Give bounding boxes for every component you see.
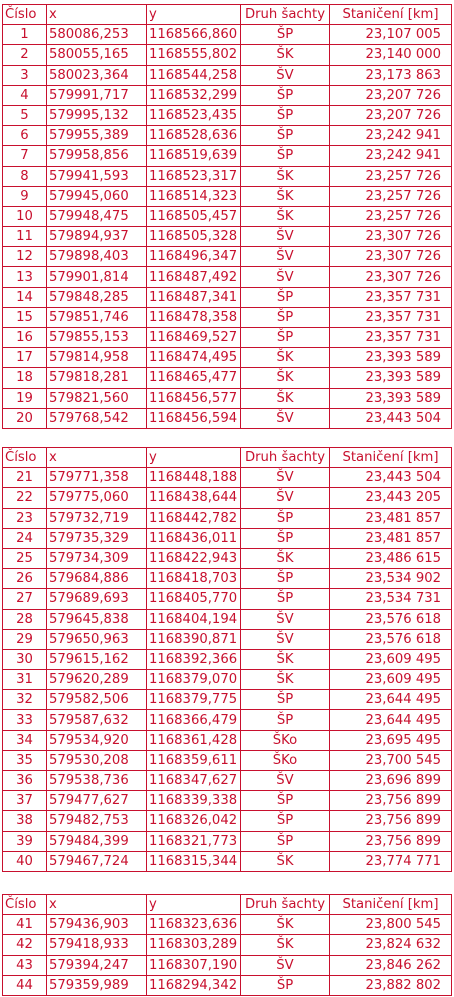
- table-body: [3, 25, 452, 429]
- cell-y: 1168555,802: [147, 45, 241, 65]
- table-row: [3, 287, 452, 307]
- cell-druh: ŠK: [241, 935, 330, 955]
- cell-x: 579735,329: [47, 528, 147, 548]
- header-staniceni: Staničení [km]: [330, 5, 452, 25]
- cell-x: 579582,506: [47, 690, 147, 710]
- cell-druh: ŠV: [241, 771, 330, 791]
- table-row: [3, 690, 452, 710]
- cell-cislo: 10: [3, 206, 47, 226]
- cell-y: 1168505,328: [147, 227, 241, 247]
- table-row: [3, 791, 452, 811]
- header-x: x: [47, 448, 147, 468]
- cell-x: 579482,753: [47, 811, 147, 831]
- cell-staniceni: 23,443 205: [330, 488, 452, 508]
- header-y: y: [147, 5, 241, 25]
- cell-y: 1168347,627: [147, 771, 241, 791]
- cell-x: 579958,856: [47, 146, 147, 166]
- cell-cislo: 38: [3, 811, 47, 831]
- table-row: [3, 348, 452, 368]
- table-row: [3, 388, 452, 408]
- cell-x: 579851,746: [47, 307, 147, 327]
- cell-y: 1168366,479: [147, 710, 241, 730]
- cell-druh: ŠKo: [241, 730, 330, 750]
- cell-y: 1168321,773: [147, 831, 241, 851]
- cell-staniceni: 23,140 000: [330, 45, 452, 65]
- cell-druh: ŠP: [241, 690, 330, 710]
- cell-druh: ŠK: [241, 206, 330, 226]
- cell-druh: ŠP: [241, 307, 330, 327]
- cell-y: 1168496,347: [147, 247, 241, 267]
- cell-cislo: 43: [3, 955, 47, 975]
- cell-staniceni: 23,846 262: [330, 955, 452, 975]
- cell-cislo: 24: [3, 528, 47, 548]
- cell-y: 1168379,070: [147, 670, 241, 690]
- cell-x: 579775,060: [47, 488, 147, 508]
- cell-x: 579855,153: [47, 328, 147, 348]
- cell-y: 1168323,636: [147, 915, 241, 935]
- cell-cislo: 27: [3, 589, 47, 609]
- cell-cislo: 25: [3, 548, 47, 568]
- cell-y: 1168478,358: [147, 307, 241, 327]
- shaft-table-1: [2, 4, 452, 429]
- cell-staniceni: 23,207 726: [330, 85, 452, 105]
- cell-x: 579948,475: [47, 206, 147, 226]
- cell-cislo: 11: [3, 227, 47, 247]
- cell-x: 579650,963: [47, 629, 147, 649]
- cell-cislo: 12: [3, 247, 47, 267]
- cell-staniceni: 23,576 618: [330, 609, 452, 629]
- cell-x: 580023,364: [47, 65, 147, 85]
- cell-y: 1168359,611: [147, 750, 241, 770]
- cell-x: 580086,253: [47, 25, 147, 45]
- cell-staniceni: 23,609 495: [330, 670, 452, 690]
- cell-x: 579771,358: [47, 468, 147, 488]
- cell-druh: ŠK: [241, 166, 330, 186]
- cell-x: 579955,389: [47, 126, 147, 146]
- cell-druh: ŠP: [241, 811, 330, 831]
- cell-y: 1168487,341: [147, 287, 241, 307]
- cell-y: 1168422,943: [147, 548, 241, 568]
- cell-cislo: 19: [3, 388, 47, 408]
- cell-cislo: 39: [3, 831, 47, 851]
- table-row: [3, 609, 452, 629]
- cell-cislo: 33: [3, 710, 47, 730]
- table-body: [3, 915, 452, 996]
- cell-x: 579436,903: [47, 915, 147, 935]
- cell-druh: ŠK: [241, 186, 330, 206]
- cell-y: 1168438,644: [147, 488, 241, 508]
- table-row: [3, 975, 452, 995]
- cell-x: 579848,285: [47, 287, 147, 307]
- table-row: [3, 508, 452, 528]
- table-body: [3, 468, 452, 872]
- cell-x: 579538,736: [47, 771, 147, 791]
- cell-cislo: 6: [3, 126, 47, 146]
- cell-staniceni: 23,576 618: [330, 629, 452, 649]
- cell-staniceni: 23,257 726: [330, 166, 452, 186]
- header-cislo: Číslo: [3, 5, 47, 25]
- header-cislo: Číslo: [3, 895, 47, 915]
- cell-y: 1168405,770: [147, 589, 241, 609]
- cell-cislo: 21: [3, 468, 47, 488]
- cell-druh: ŠP: [241, 528, 330, 548]
- cell-druh: ŠV: [241, 629, 330, 649]
- table-row: [3, 649, 452, 669]
- cell-druh: ŠV: [241, 408, 330, 428]
- cell-staniceni: 23,443 504: [330, 468, 452, 488]
- header-druh: Druh šachty: [241, 895, 330, 915]
- cell-staniceni: 23,824 632: [330, 935, 452, 955]
- cell-staniceni: 23,644 495: [330, 710, 452, 730]
- cell-cislo: 40: [3, 851, 47, 871]
- cell-druh: ŠP: [241, 508, 330, 528]
- cell-y: 1168528,636: [147, 126, 241, 146]
- cell-cislo: 9: [3, 186, 47, 206]
- table-row: [3, 569, 452, 589]
- cell-staniceni: 23,393 589: [330, 388, 452, 408]
- cell-x: 579941,593: [47, 166, 147, 186]
- table-row: [3, 307, 452, 327]
- cell-druh: ŠK: [241, 670, 330, 690]
- cell-x: 579534,920: [47, 730, 147, 750]
- cell-cislo: 35: [3, 750, 47, 770]
- cell-y: 1168505,457: [147, 206, 241, 226]
- cell-cislo: 1: [3, 25, 47, 45]
- cell-y: 1168519,639: [147, 146, 241, 166]
- cell-x: 579894,937: [47, 227, 147, 247]
- table-row: [3, 488, 452, 508]
- table-row: [3, 811, 452, 831]
- cell-cislo: 26: [3, 569, 47, 589]
- cell-x: 579768,542: [47, 408, 147, 428]
- cell-y: 1168474,495: [147, 348, 241, 368]
- table-row: [3, 915, 452, 935]
- cell-x: 579689,693: [47, 589, 147, 609]
- cell-cislo: 14: [3, 287, 47, 307]
- cell-staniceni: 23,700 545: [330, 750, 452, 770]
- cell-y: 1168390,871: [147, 629, 241, 649]
- cell-y: 1168465,477: [147, 368, 241, 388]
- cell-x: 579732,719: [47, 508, 147, 528]
- cell-x: 579814,958: [47, 348, 147, 368]
- cell-druh: ŠV: [241, 488, 330, 508]
- table-row: [3, 105, 452, 125]
- cell-cislo: 18: [3, 368, 47, 388]
- cell-staniceni: 23,774 771: [330, 851, 452, 871]
- cell-cislo: 29: [3, 629, 47, 649]
- cell-y: 1168418,703: [147, 569, 241, 589]
- cell-x: 579901,814: [47, 267, 147, 287]
- cell-staniceni: 23,307 726: [330, 247, 452, 267]
- cell-staniceni: 23,257 726: [330, 186, 452, 206]
- cell-druh: ŠV: [241, 468, 330, 488]
- cell-druh: ŠKo: [241, 750, 330, 770]
- cell-druh: ŠK: [241, 388, 330, 408]
- cell-druh: ŠP: [241, 105, 330, 125]
- cell-cislo: 20: [3, 408, 47, 428]
- cell-y: 1168456,594: [147, 408, 241, 428]
- cell-staniceni: 23,609 495: [330, 649, 452, 669]
- table-row: [3, 146, 452, 166]
- table-row: [3, 126, 452, 146]
- cell-cislo: 36: [3, 771, 47, 791]
- cell-druh: ŠP: [241, 85, 330, 105]
- table-row: [3, 771, 452, 791]
- table-row: [3, 589, 452, 609]
- header-x: x: [47, 5, 147, 25]
- cell-staniceni: 23,242 941: [330, 146, 452, 166]
- table-row: [3, 851, 452, 871]
- cell-x: 579821,560: [47, 388, 147, 408]
- table-row: [3, 408, 452, 428]
- cell-y: 1168566,860: [147, 25, 241, 45]
- cell-druh: ŠK: [241, 915, 330, 935]
- cell-druh: ŠP: [241, 126, 330, 146]
- cell-x: 579734,309: [47, 548, 147, 568]
- cell-y: 1168361,428: [147, 730, 241, 750]
- cell-staniceni: 23,443 504: [330, 408, 452, 428]
- cell-cislo: 23: [3, 508, 47, 528]
- cell-cislo: 15: [3, 307, 47, 327]
- shaft-table-3: [2, 894, 452, 996]
- cell-x: 579530,208: [47, 750, 147, 770]
- cell-y: 1168487,492: [147, 267, 241, 287]
- table-row: [3, 247, 452, 267]
- cell-staniceni: 23,644 495: [330, 690, 452, 710]
- table-row: [3, 45, 452, 65]
- cell-druh: ŠP: [241, 569, 330, 589]
- cell-staniceni: 23,481 857: [330, 528, 452, 548]
- cell-cislo: 30: [3, 649, 47, 669]
- table-row: [3, 831, 452, 851]
- cell-cislo: 32: [3, 690, 47, 710]
- cell-cislo: 7: [3, 146, 47, 166]
- cell-y: 1168326,042: [147, 811, 241, 831]
- cell-x: 579484,399: [47, 831, 147, 851]
- cell-x: 580055,165: [47, 45, 147, 65]
- table-row: [3, 186, 452, 206]
- cell-x: 579359,989: [47, 975, 147, 995]
- table-row: [3, 227, 452, 247]
- cell-druh: ŠP: [241, 710, 330, 730]
- cell-druh: ŠK: [241, 649, 330, 669]
- cell-druh: ŠP: [241, 25, 330, 45]
- cell-staniceni: 23,257 726: [330, 206, 452, 226]
- cell-staniceni: 23,307 726: [330, 267, 452, 287]
- cell-druh: ŠV: [241, 227, 330, 247]
- cell-staniceni: 23,207 726: [330, 105, 452, 125]
- cell-staniceni: 23,756 899: [330, 831, 452, 851]
- cell-y: 1168339,338: [147, 791, 241, 811]
- cell-druh: ŠV: [241, 65, 330, 85]
- cell-y: 1168303,289: [147, 935, 241, 955]
- cell-staniceni: 23,534 731: [330, 589, 452, 609]
- cell-x: 579467,724: [47, 851, 147, 871]
- table-row: [3, 368, 452, 388]
- cell-druh: ŠP: [241, 328, 330, 348]
- table-header-row: [3, 895, 452, 915]
- cell-y: 1168392,366: [147, 649, 241, 669]
- cell-druh: ŠP: [241, 975, 330, 995]
- cell-staniceni: 23,173 863: [330, 65, 452, 85]
- cell-druh: ŠK: [241, 348, 330, 368]
- cell-druh: ŠP: [241, 791, 330, 811]
- cell-x: 579898,403: [47, 247, 147, 267]
- cell-cislo: 3: [3, 65, 47, 85]
- cell-y: 1168469,527: [147, 328, 241, 348]
- cell-cislo: 22: [3, 488, 47, 508]
- cell-cislo: 8: [3, 166, 47, 186]
- cell-x: 579684,886: [47, 569, 147, 589]
- table-row: [3, 166, 452, 186]
- cell-x: 579945,060: [47, 186, 147, 206]
- table-row: [3, 65, 452, 85]
- cell-druh: ŠP: [241, 831, 330, 851]
- cell-druh: ŠV: [241, 955, 330, 975]
- cell-y: 1168532,299: [147, 85, 241, 105]
- table-row: [3, 670, 452, 690]
- cell-cislo: 31: [3, 670, 47, 690]
- cell-y: 1168436,011: [147, 528, 241, 548]
- cell-y: 1168294,342: [147, 975, 241, 995]
- table-header-row: [3, 5, 452, 25]
- cell-staniceni: 23,307 726: [330, 227, 452, 247]
- header-druh: Druh šachty: [241, 5, 330, 25]
- cell-cislo: 44: [3, 975, 47, 995]
- cell-y: 1168544,258: [147, 65, 241, 85]
- table-row: [3, 710, 452, 730]
- cell-staniceni: 23,534 902: [330, 569, 452, 589]
- table-row: [3, 468, 452, 488]
- cell-cislo: 4: [3, 85, 47, 105]
- cell-x: 579991,717: [47, 85, 147, 105]
- cell-y: 1168315,344: [147, 851, 241, 871]
- cell-x: 579620,289: [47, 670, 147, 690]
- cell-cislo: 34: [3, 730, 47, 750]
- header-y: y: [147, 448, 241, 468]
- header-druh: Druh šachty: [241, 448, 330, 468]
- cell-staniceni: 23,107 005: [330, 25, 452, 45]
- table-row: [3, 548, 452, 568]
- table-row: [3, 25, 452, 45]
- cell-cislo: 16: [3, 328, 47, 348]
- cell-y: 1168514,323: [147, 186, 241, 206]
- cell-x: 579394,247: [47, 955, 147, 975]
- cell-staniceni: 23,357 731: [330, 328, 452, 348]
- shaft-table-2: [2, 447, 452, 872]
- cell-staniceni: 23,357 731: [330, 307, 452, 327]
- table-row: [3, 85, 452, 105]
- cell-cislo: 17: [3, 348, 47, 368]
- cell-druh: ŠV: [241, 609, 330, 629]
- cell-x: 579418,933: [47, 935, 147, 955]
- cell-staniceni: 23,486 615: [330, 548, 452, 568]
- header-x: x: [47, 895, 147, 915]
- cell-x: 579477,627: [47, 791, 147, 811]
- cell-staniceni: 23,882 802: [330, 975, 452, 995]
- cell-y: 1168404,194: [147, 609, 241, 629]
- cell-y: 1168523,435: [147, 105, 241, 125]
- cell-cislo: 42: [3, 935, 47, 955]
- cell-druh: ŠV: [241, 247, 330, 267]
- cell-cislo: 2: [3, 45, 47, 65]
- cell-cislo: 5: [3, 105, 47, 125]
- table-row: [3, 206, 452, 226]
- cell-staniceni: 23,695 495: [330, 730, 452, 750]
- cell-staniceni: 23,242 941: [330, 126, 452, 146]
- cell-y: 1168442,782: [147, 508, 241, 528]
- cell-x: 579818,281: [47, 368, 147, 388]
- table-row: [3, 267, 452, 287]
- table-header-row: [3, 448, 452, 468]
- cell-druh: ŠP: [241, 146, 330, 166]
- table-row: [3, 730, 452, 750]
- header-cislo: Číslo: [3, 448, 47, 468]
- cell-cislo: 37: [3, 791, 47, 811]
- header-staniceni: Staničení [km]: [330, 895, 452, 915]
- cell-staniceni: 23,357 731: [330, 287, 452, 307]
- cell-staniceni: 23,756 899: [330, 791, 452, 811]
- cell-x: 579615,162: [47, 649, 147, 669]
- table-row: [3, 955, 452, 975]
- cell-druh: ŠP: [241, 589, 330, 609]
- cell-staniceni: 23,393 589: [330, 348, 452, 368]
- cell-y: 1168448,188: [147, 468, 241, 488]
- cell-x: 579995,132: [47, 105, 147, 125]
- cell-staniceni: 23,756 899: [330, 811, 452, 831]
- table-row: [3, 528, 452, 548]
- cell-druh: ŠK: [241, 368, 330, 388]
- cell-y: 1168456,577: [147, 388, 241, 408]
- cell-druh: ŠV: [241, 267, 330, 287]
- cell-staniceni: 23,481 857: [330, 508, 452, 528]
- table-row: [3, 328, 452, 348]
- cell-x: 579587,632: [47, 710, 147, 730]
- cell-x: 579645,838: [47, 609, 147, 629]
- table-row: [3, 629, 452, 649]
- cell-cislo: 41: [3, 915, 47, 935]
- cell-staniceni: 23,696 899: [330, 771, 452, 791]
- cell-druh: ŠP: [241, 287, 330, 307]
- cell-y: 1168523,317: [147, 166, 241, 186]
- table-row: [3, 750, 452, 770]
- cell-druh: ŠK: [241, 45, 330, 65]
- cell-druh: ŠK: [241, 548, 330, 568]
- cell-y: 1168307,190: [147, 955, 241, 975]
- cell-staniceni: 23,800 545: [330, 915, 452, 935]
- cell-cislo: 13: [3, 267, 47, 287]
- cell-y: 1168379,775: [147, 690, 241, 710]
- cell-druh: ŠK: [241, 851, 330, 871]
- header-staniceni: Staničení [km]: [330, 448, 452, 468]
- cell-staniceni: 23,393 589: [330, 368, 452, 388]
- header-y: y: [147, 895, 241, 915]
- cell-cislo: 28: [3, 609, 47, 629]
- table-row: [3, 935, 452, 955]
